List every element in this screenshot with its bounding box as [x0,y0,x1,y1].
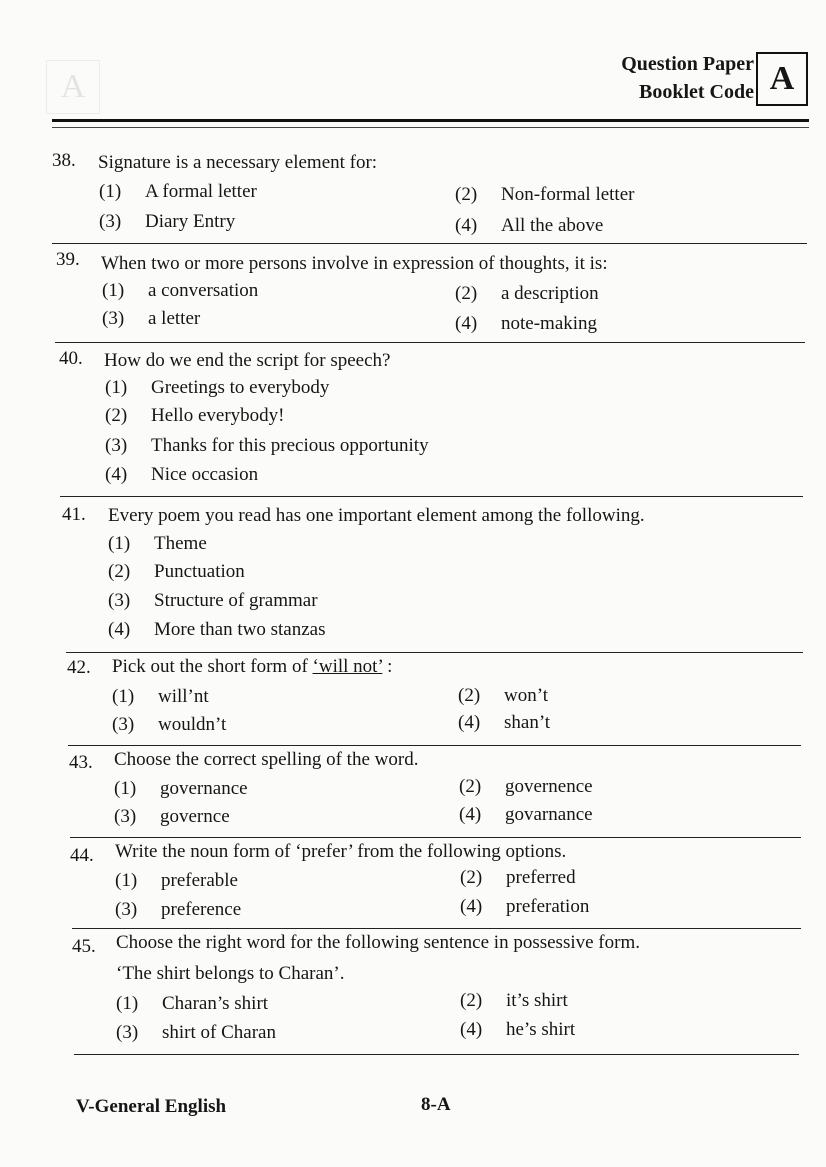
option[interactable]: (1) preferable [115,870,238,891]
question-number: 41. [62,504,86,525]
question-text: Every poem you read has one important element among the following. [108,505,645,526]
option[interactable]: (4) All the above [455,215,604,236]
option[interactable]: (1) Charan’s shirt [116,993,269,1014]
question-text: How do we end the script for speech? [104,350,391,371]
option[interactable]: (1) Greetings to everybody [105,377,330,398]
option[interactable]: (2) governence [459,776,593,797]
booklet-code-label [621,50,754,106]
option[interactable]: (4) he’s shirt [460,1019,576,1040]
header-divider [52,119,809,122]
option[interactable]: (4) shan’t [458,712,551,733]
faded-seal: A [46,60,100,114]
question-number: 45. [72,936,96,957]
option[interactable]: (2) it’s shirt [460,990,568,1011]
option[interactable]: (2) won’t [458,685,548,706]
code-line-2: Booklet Code [639,81,754,103]
question-number: 38. [52,150,76,171]
question-divider [55,342,805,343]
question-number: 44. [70,845,94,866]
option[interactable]: (2) preferred [460,867,576,888]
option[interactable]: (3) wouldn’t [112,714,227,735]
option[interactable]: (3) preference [115,899,242,920]
question-number: 42. [67,657,91,678]
page-number: 8-A [421,1094,451,1115]
question-number: 39. [56,249,80,270]
question-text: Choose the right word for the following sentence in possessive form. [116,932,640,953]
question-divider [68,745,801,746]
option[interactable]: (3) governce [114,806,230,827]
question-divider [70,837,801,838]
question-divider [74,1054,799,1055]
question-divider [60,496,803,497]
question-divider [66,652,803,653]
option[interactable]: (1) A formal letter [99,181,257,202]
question-divider [72,928,801,929]
option[interactable]: (1) will’nt [112,686,209,707]
option[interactable]: (4) Nice occasion [105,464,259,485]
question-divider [52,243,807,244]
option[interactable]: (2) Punctuation [108,561,245,582]
option[interactable]: (4) preferation [460,896,590,917]
code-line-1: Question Paper [621,53,754,75]
option[interactable]: (3) shirt of Charan [116,1022,276,1043]
question-text: Signature is a necessary element for: [98,152,378,173]
option[interactable]: (3) Thanks for this precious opportunity [105,435,429,456]
question-text: When two or more persons involve in expression of thoughts, it is: [101,253,608,274]
option[interactable]: (4) More than two stanzas [108,619,326,640]
option[interactable]: (3) Diary Entry [99,211,236,232]
option[interactable]: (3) Structure of grammar [108,590,318,611]
question-number: 43. [69,752,93,773]
option[interactable]: (2) a description [455,283,599,304]
question-subtext: ‘The shirt belongs to Charan’. [116,963,345,984]
option[interactable]: (1) governance [114,778,248,799]
question-text: Write the noun form of ‘prefer’ from the following options. [115,841,567,862]
booklet-code-box: A [756,52,808,106]
option[interactable]: (3) a letter [102,308,201,329]
subject-footer: V-General English [76,1096,227,1117]
option[interactable]: (1) a conversation [102,280,259,301]
option[interactable]: (2) Hello everybody! [105,405,285,426]
option[interactable]: (2) Non-formal letter [455,184,635,205]
header-divider-thin [52,127,809,128]
question-number: 40. [59,348,83,369]
option[interactable]: (4) note-making [455,313,598,334]
question-text: Pick out the short form of ‘will not’ : [112,656,393,677]
question-text: Choose the correct spelling of the word. [114,749,419,770]
option[interactable]: (4) govarnance [459,804,593,825]
option[interactable]: (1) Theme [108,533,207,554]
